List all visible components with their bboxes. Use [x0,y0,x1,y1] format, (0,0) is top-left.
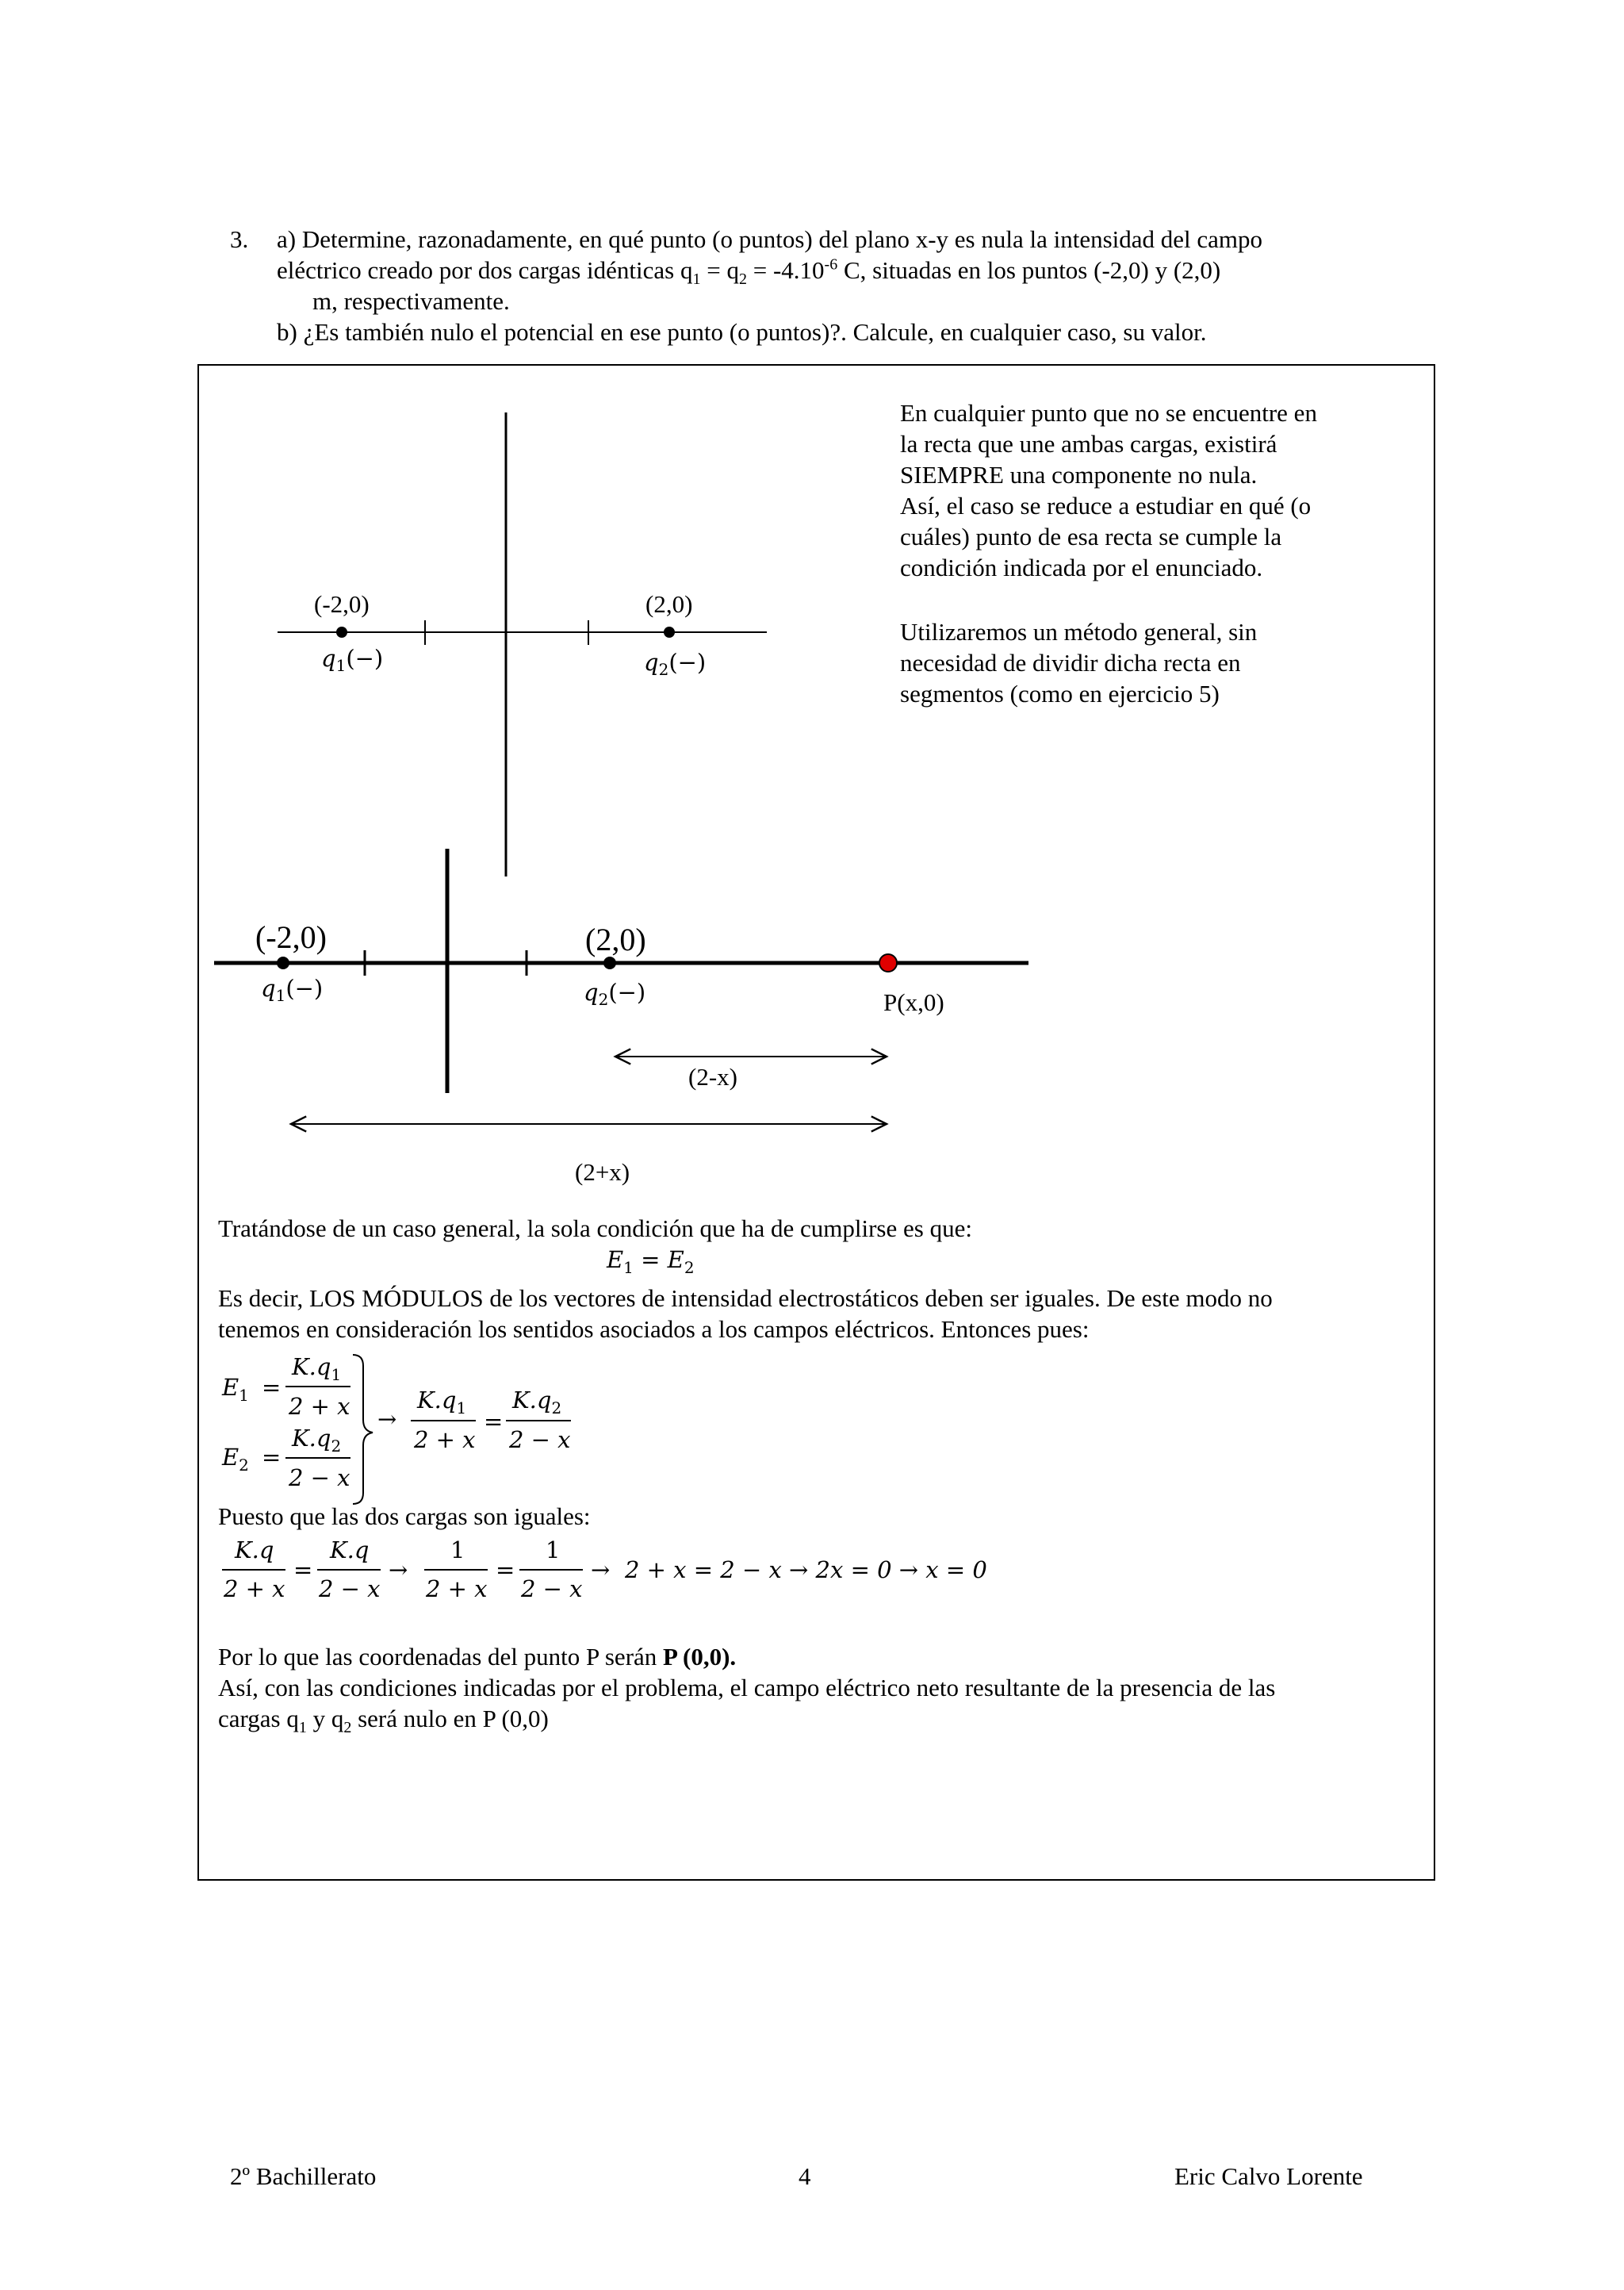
question-a-line1: a) Determine, razonadamente, en qué punto (o puntos) del plano x-y es nula la intensidad del campo [277,225,1263,253]
label-left-point: (-2,0) [314,590,370,618]
label-left-point: (-2,0) [255,919,327,955]
charge-q2-point [664,627,675,638]
side-note-line: SIEMPRE una componente no nula. [900,461,1258,489]
fraction-bar [285,1386,350,1387]
solution-tail: 2 + x = 2 − x → 2x = 0 → x = 0 [625,1556,987,1583]
question-b-line: b) ¿Es también nulo el potencial en ese punto (o puntos)?. Calcule, en cualquier caso, su valor. [277,318,1207,346]
frac1-num: K.q [235,1536,274,1563]
side-note-line: Así, el caso se reduce a estudiar en qué (o [900,492,1312,520]
body-line: Puesto que las dos cargas son iguales: [218,1502,591,1530]
question-number: 3. [230,225,249,253]
footer-right: Eric Calvo Lorente [1174,2162,1363,2190]
e1-denominator: 2 + x [289,1393,350,1420]
label-right-point: (2,0) [645,590,693,618]
frac2-num: K.q [330,1536,370,1563]
label-q2: $q_2(-)$ [584,979,646,1009]
frac1-den: 2 + x [224,1575,285,1602]
label-q1: $q_1(-)$ [321,645,384,675]
label-right-point: (2,0) [585,922,646,957]
combined-lhs-numerator: $K.q_1$ [417,1387,467,1417]
fraction-bar [506,1420,571,1421]
arrow: → [591,1556,611,1583]
body-line: Tratándose de un caso general, la sola condición que ha de cumplirse es que: [218,1214,972,1242]
body-line: cargas $q_1$ y $q_2$ será nulo en P (0,0) [218,1705,549,1737]
side-note-line: la recta que une ambas cargas, existirá [900,430,1277,458]
frac3-num: 1 [450,1536,465,1563]
side-note-line: condición indicada por el enunciado. [900,554,1263,581]
body-line: Es decir, LOS MÓDULOS de los vectores de intensidad electrostáticos deben ser iguales. De este modo no [218,1284,1273,1312]
eq-sign: = [496,1556,515,1583]
side-note-line: Utilizaremos un método general, sin [900,618,1258,646]
condition-equation: $E_1 = E_2$ [607,1246,695,1277]
body-line: tenemos en consideración los sentidos asociados a los campos eléctricos. Entonces pues: [218,1315,1090,1343]
side-note-line: En cualquier punto que no se encuentre en [900,399,1317,427]
fraction-bar [317,1569,381,1571]
diagram-1 [278,412,767,876]
charge-q1-point [277,957,289,969]
system-brace [353,1355,373,1504]
label-q1: $q_1(-)$ [261,975,324,1005]
combined-lhs-denominator: 2 + x [414,1426,476,1453]
fraction-bar [285,1457,350,1459]
question-a-line2: eléctrico creado por dos cargas idénticas $q_1 = q_2 = -4.10^{-6}$ C, situadas en los puntos (-2,0) y (2,0) [277,255,1221,289]
fraction-bar [222,1569,285,1571]
e2-denominator: 2 − x [289,1464,350,1491]
diagram-2 [214,849,1028,1186]
label-point-p: P(x,0) [883,988,944,1016]
fraction-bar [519,1569,583,1571]
charge-q1-point [336,627,347,638]
eq-sign: = [262,1374,282,1401]
fraction-bar [411,1420,476,1421]
frac3-den: 2 + x [426,1575,488,1602]
footer-left: 2º Bachillerato [230,2162,377,2190]
side-note-line: segmentos (como en ejercicio 5) [900,680,1220,708]
eq-sign: = [262,1444,282,1471]
label-q2: $q_2(-)$ [644,649,707,679]
frac2-den: 2 − x [319,1575,381,1602]
label-short-distance: (2-x) [688,1063,737,1091]
e1-numerator: $K.q_1$ [292,1353,342,1384]
charge-q2-point [603,957,616,969]
result-point: P (0,0). [663,1643,737,1671]
arrow: → [389,1556,408,1583]
frac4-den: 2 − x [521,1575,583,1602]
e2-numerator: $K.q_2$ [292,1425,342,1456]
side-note-line: cuáles) punto de esa recta se cumple la [900,523,1282,550]
body-line: Así, con las condiciones indicadas por el problema, el campo eléctrico neto resultante de la presencia de las [218,1674,1276,1701]
question-a-line3: m, respectivamente. [312,287,510,315]
point-p [879,954,897,972]
side-note-line: necesidad de dividir dicha recta en [900,649,1241,677]
arrow: → [377,1406,397,1433]
eq-sign: = [293,1556,313,1583]
eq-sign: = [484,1408,504,1435]
fraction-bar [424,1569,488,1571]
label-long-distance: (2+x) [575,1158,630,1186]
e1-label: $E_1$ [222,1374,249,1405]
e2-label: $E_2$ [222,1444,249,1475]
combined-rhs-numerator: $K.q_2$ [512,1387,562,1417]
body-line: Por lo que las coordenadas del punto P serán P (0,0). [218,1643,737,1671]
combined-rhs-denominator: 2 − x [509,1426,571,1453]
frac4-num: 1 [546,1536,561,1563]
page-number: 4 [799,2162,811,2190]
